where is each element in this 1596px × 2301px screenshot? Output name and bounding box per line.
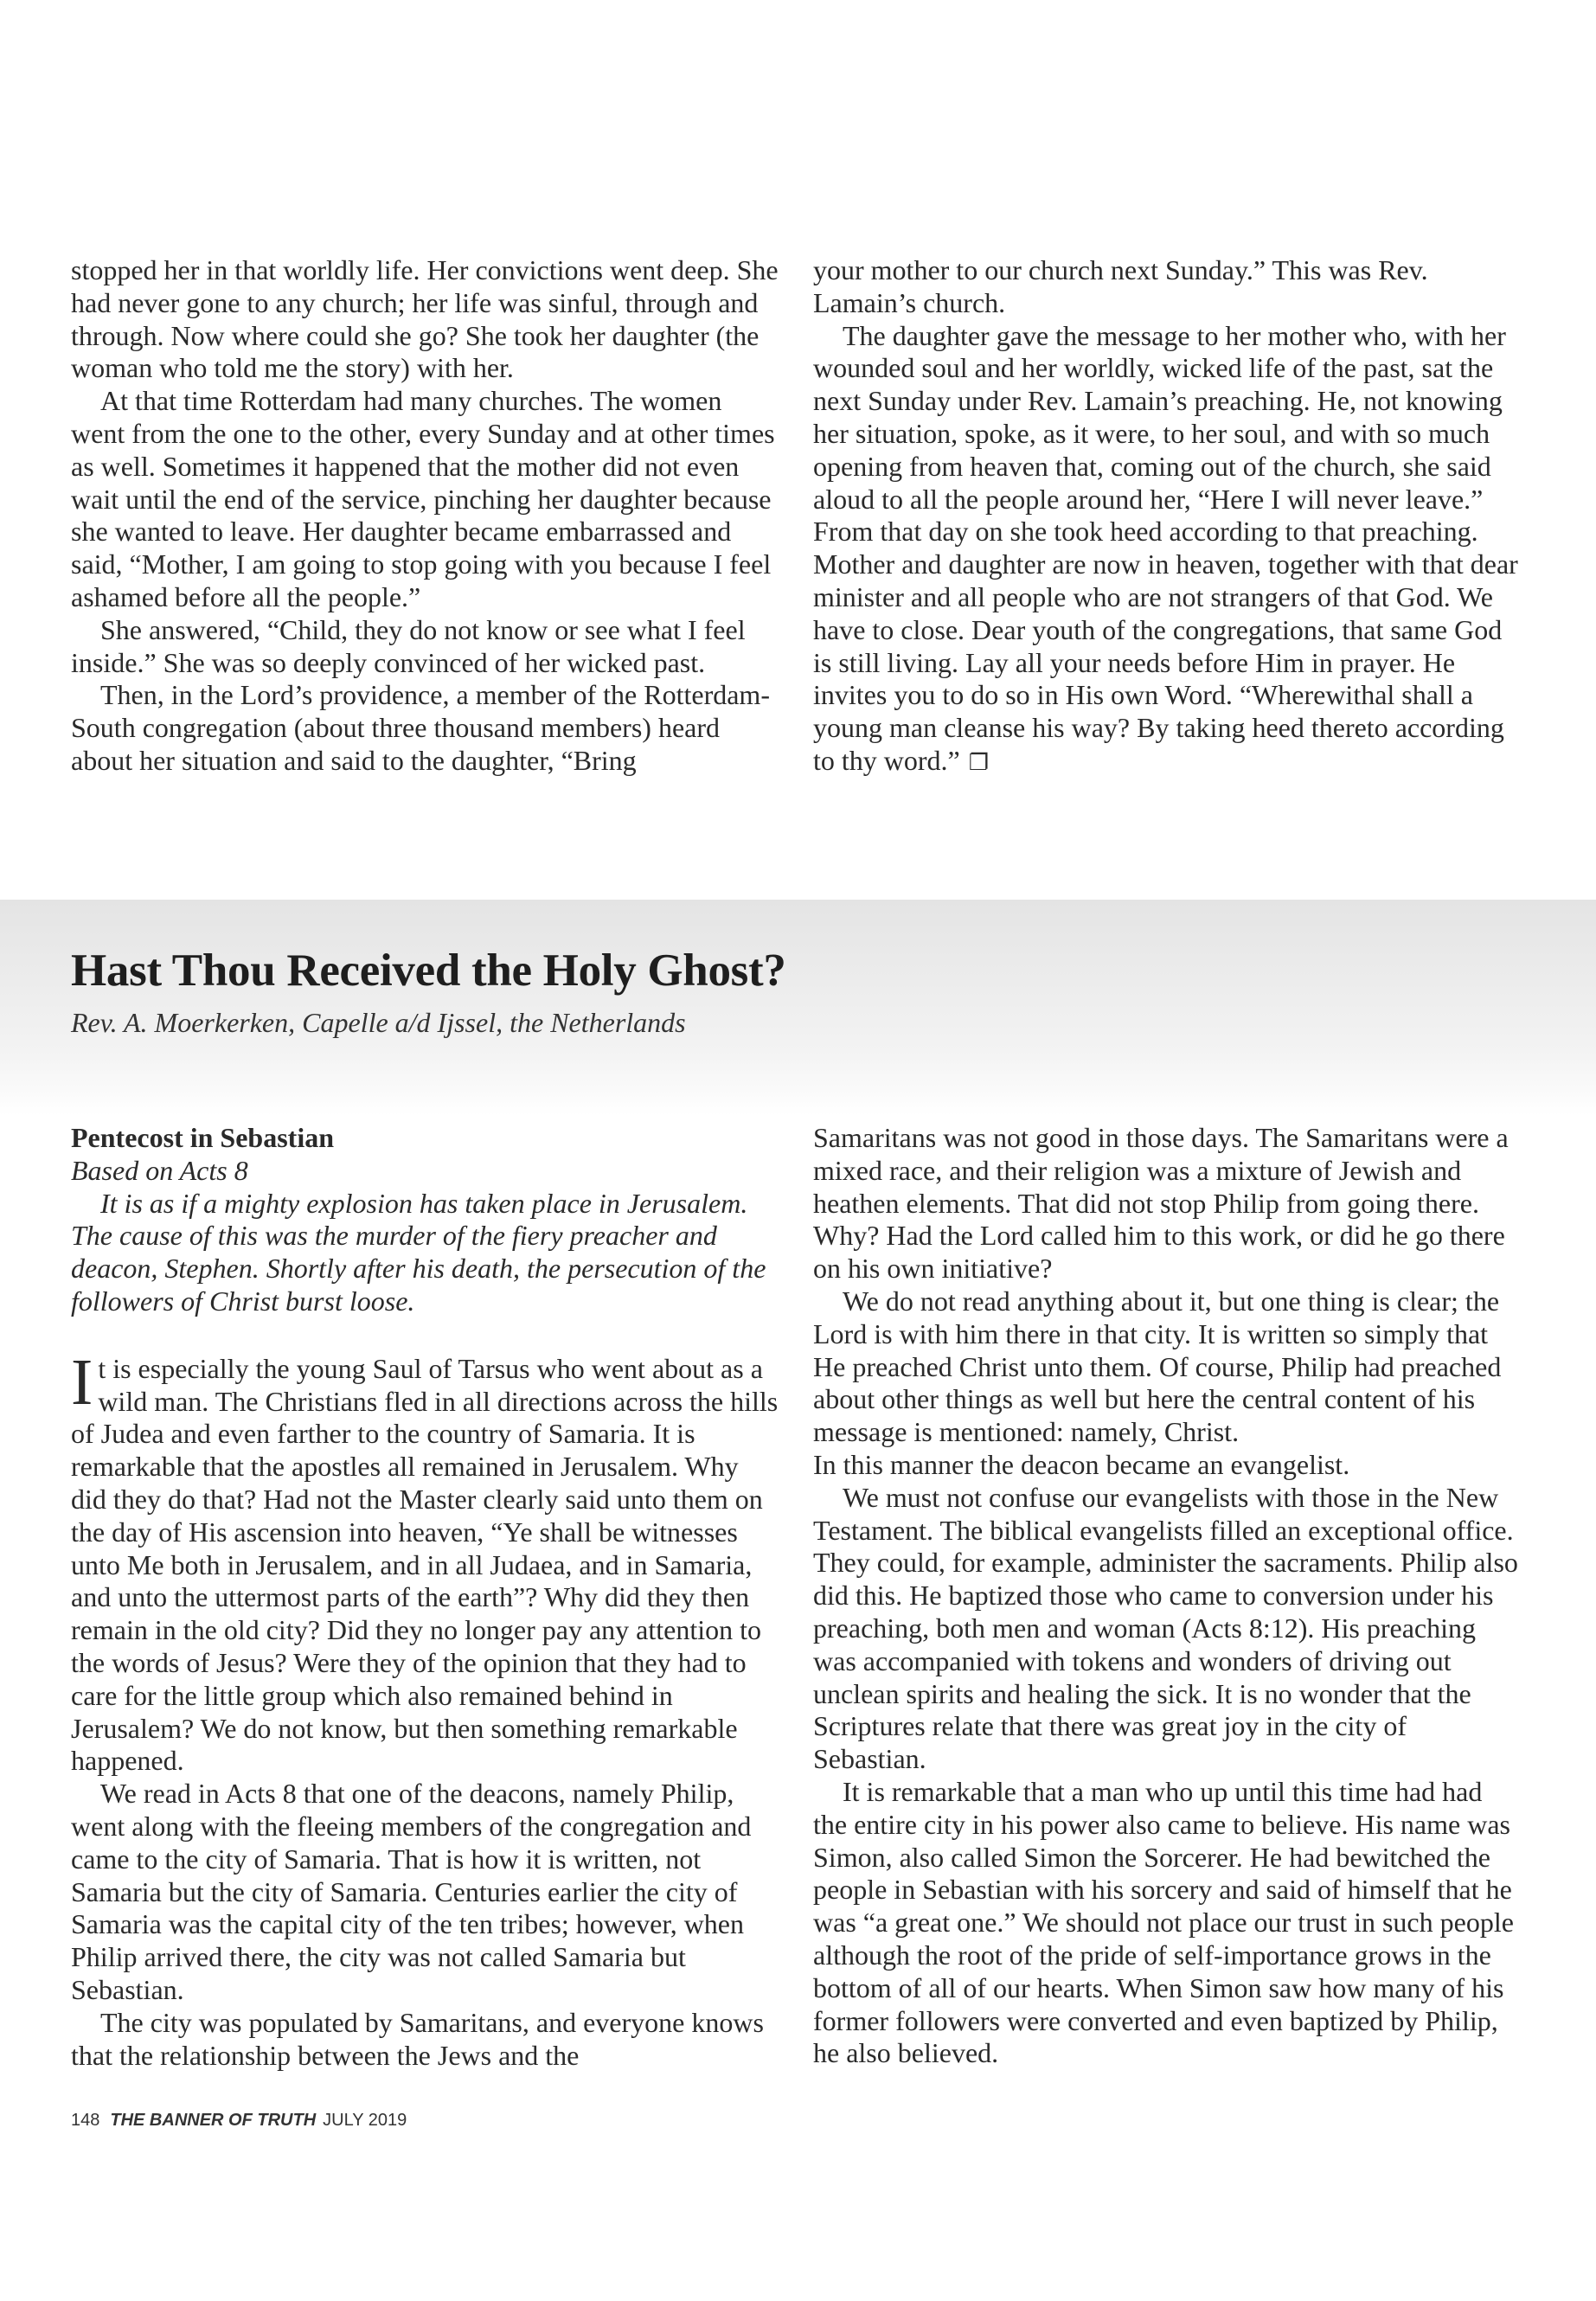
article-left-column <box>71 1122 780 2072</box>
body-paragraph: It is remarkable that a man who up until this time had had the entire city in his power also came to believe. His name was Simon, also called Simon the Sorcerer. He had bewitched the people in Sebastian with his sorcery and said of himself that he was “a great one.” We should not place our trust in such people although the root of the pride of self-importance grows in the bottom of all of our hearts. When Simon saw how many of his former followers were converted and even baptized by Philip, he also believed. <box>813 1775 1514 2069</box>
body-paragraph: At that time Rotterdam had many churches. The women went from the one to the other, every Sunday and at other times as well. Sometimes it happened that the mother did not even wait until the end of the service, pinching her daughter because she wanted to leave. Her daughter became embarrassed and said, “Mother, I am going to stop going with you because I feel ashamed before all the people.” <box>71 385 775 612</box>
body-paragraph: We do not read anything about it, but one thing is clear; the Lord is with him there in that city. It is written so simply that He preached Christ unto them. Of course, Philip had preached about other things as well but here the central content of his message is mentioned: namely, Christ. <box>813 1285 1502 1448</box>
body-paragraph-text: t is especially the young Saul of Tarsus who went about as a wild man. The Christians fled in all directions across the hills of Judea and even farther to the country of Samaria. It is remarkable that the apostles all remained in Jerusalem. Why did they do that? Had not the Master clearly said unto them on the day of His ascension into heaven, “Ye shall be witnesses unto Me both in Jerusalem, and in all Judaea, and in Samaria, and unto the uttermost parts of the earth”? Why did they then remain in the old city? Did they no longer pay any attention to the words of Jesus? Were they of the opinion that they had to care for the little group which also remained behind in Jerusalem? We do not know, but then something remarkable happened. <box>71 1352 779 1777</box>
page-footer <box>71 2111 407 2131</box>
previous-article-left-column <box>71 254 780 778</box>
body-paragraph: We read in Acts 8 that one of the deacons, namely Philip, went along with the fleeing members of the congregation and came to the city of Samaria. That is how it is written, not Samaria but the city of Samaria. Centuries earlier the city of Samaria was the capital city of the ten tribes; however, when Philip arrived there, the city was not called Samaria but Sebastian. <box>71 1778 752 2005</box>
publication-name: THE BANNER OF TRUTH <box>110 2111 317 2130</box>
issue-date: JULY 2019 <box>323 2111 407 2130</box>
body-paragraph: Samaritans was not good in those days. The Samaritans were a mixed race, and their religion was a mixture of Jewish and heathen elements. That did not stop Philip from going there. Why? Had the Lord called him to this work, or did he go there on his own initiative? <box>813 1122 1509 1285</box>
body-paragraph <box>813 320 1522 780</box>
article-title: Hast Thou Received the Holy Ghost? <box>71 945 786 996</box>
article-intro: It is as if a mighty explosion has taken place in Jerusalem. The cause of this was the murder of the fiery preacher and deacon, Stephen. Shortly after his death, the persecution of the followers of Christ burst loose. <box>71 1187 766 1317</box>
body-paragraph: Then, in the Lord’s providence, a member of the Rotterdam-South congregation (about three thousand members) heard about her situation and said to the daughter, “Bring <box>71 679 770 776</box>
section-heading: Pentecost in Sebastian <box>71 1122 334 1153</box>
page-number: 148 <box>71 2111 100 2130</box>
body-paragraph <box>71 1345 780 1778</box>
drop-cap: I <box>71 1345 93 1419</box>
body-paragraph: We must not confuse our evangelists with those in the New Testament. The biblical evangelists filled an exceptional office. They could, for example, administer the sacraments. Philip also did this. He baptized those who came to conversion under his preaching, both men and woman (Acts 8:12). His preaching was accompanied with tokens and wonders of driving out unclean spirits and healing the sick. It is no wonder that the Scriptures relate that there was great joy in the city of Sebastian. <box>813 1481 1518 1775</box>
body-paragraph: your mother to our church next Sunday.” This was Rev. Lamain’s church. <box>813 254 1428 318</box>
article-right-column <box>813 1122 1522 2070</box>
spacer <box>71 1318 780 1353</box>
body-paragraph: She answered, “Child, they do not know or see what I feel inside.” She was so deeply convinced of her wicked past. <box>71 613 746 678</box>
body-paragraph-text: The daughter gave the message to her mother who, with her wounded soul and her worldly, wicked life of the past, sat the next Sunday under Rev. Lamain’s preaching. He, not knowing her situation, spoke, as it were, to her soul, and with so much opening from heaven that, coming out of the church, she said aloud to all the people around her, “Here I will never leave.” From that day on she took heed according to that preaching. Mother and daughter are now in heaven, together with that dear minister and all people who are not strangers of that God. We have to close. Dear youth of the congregations, that same God is still living. Lay all your needs before Him in prayer. He invites you to do so in His own Word. “Wherewithal shall a young man cleanse his way? By taking heed thereto according to thy word.” <box>813 319 1518 776</box>
body-paragraph: In this manner the deacon became an evangelist. <box>813 1448 1350 1480</box>
end-of-article-icon: ❐ <box>968 749 990 776</box>
body-paragraph: stopped her in that worldly life. Her convictions went deep. She had never gone to any church; her life was sinful, through and through. Now where could she go? She took her daughter (the woman who told me the story) with her. <box>71 254 779 384</box>
article-byline: Rev. A. Moerkerken, Capelle a/d Ijssel, the Netherlands <box>71 1007 686 1038</box>
previous-article-right-column <box>813 254 1522 780</box>
section-subheading: Based on Acts 8 <box>71 1154 248 1186</box>
body-paragraph: The city was populated by Samaritans, and everyone knows that the relationship between the Jews and the <box>71 2006 764 2071</box>
